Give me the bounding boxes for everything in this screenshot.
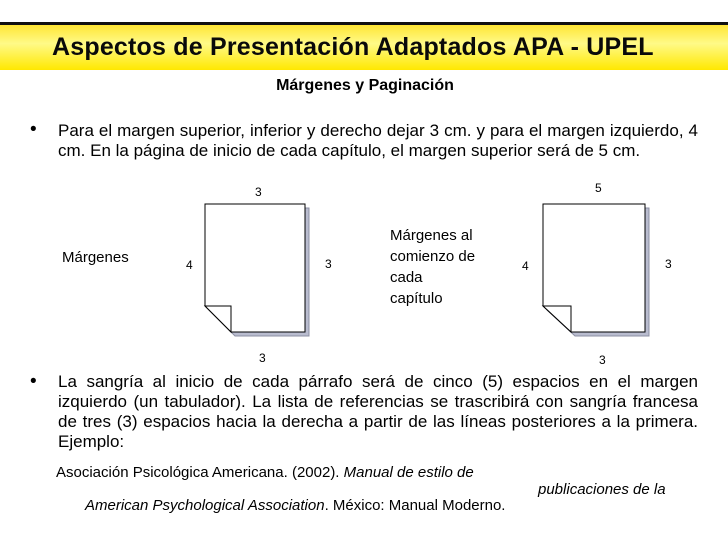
reference-publisher: . México: Manual Moderno. bbox=[324, 497, 506, 514]
slide-title: Aspectos de Presentación Adaptados APA - UPEL bbox=[52, 33, 654, 61]
margins-label: Márgenes bbox=[62, 249, 129, 266]
right-margin-top-value: 5 bbox=[595, 181, 602, 195]
left-margin-left-value: 4 bbox=[186, 258, 193, 272]
right-margin-left-value: 4 bbox=[522, 259, 529, 273]
left-margin-right-value: 3 bbox=[325, 257, 332, 271]
reference-author: Asociación Psicológica Americana. (2002). bbox=[56, 464, 344, 481]
chapter-margins-label-4: capítulo bbox=[390, 290, 443, 307]
bullet-text-1: Para el margen superior, inferior y derecho dejar 3 cm. y para el margen izquierdo, 4 cm. En la página de inicio de cada capítulo, el margen superior será de 5 cm. bbox=[58, 121, 698, 160]
bullet-marker-1: • bbox=[30, 119, 37, 140]
reference-title-middle: publicaciones de la bbox=[538, 481, 666, 498]
chapter-margins-label-1: Márgenes al bbox=[390, 227, 473, 244]
slide-subtitle bbox=[0, 77, 728, 95]
reference-line-2 bbox=[538, 481, 666, 498]
subtitle-text: Márgenes y Paginación bbox=[276, 77, 454, 94]
reference-line-1 bbox=[56, 464, 474, 481]
left-margin-bottom-value: 3 bbox=[259, 351, 266, 365]
reference-title-end: American Psychological Association bbox=[85, 497, 325, 514]
right-margin-bottom-value: 3 bbox=[599, 353, 606, 367]
right-margin-right-value: 3 bbox=[665, 257, 672, 271]
left-margin-top-value: 3 bbox=[255, 185, 262, 199]
page-icon-right bbox=[542, 202, 652, 338]
bullet-text-2: La sangría al inicio de cada párrafo será de cinco (5) espacios en el margen izquierdo (un tabulador). La lista de referencias se trascribirá con sangría francesa de tres (3) espacios hacia la derecha a partir de las líneas posteriores a la primera. Ejemplo: bbox=[58, 372, 698, 451]
page-icon-left bbox=[204, 202, 312, 338]
bullet-marker-2: • bbox=[30, 371, 37, 392]
reference-title-start: Manual de estilo de bbox=[343, 464, 474, 481]
chapter-margins-label-2: comienzo de bbox=[390, 248, 476, 265]
chapter-margins-label-3: cada bbox=[390, 269, 423, 286]
reference-line-3 bbox=[85, 497, 505, 514]
